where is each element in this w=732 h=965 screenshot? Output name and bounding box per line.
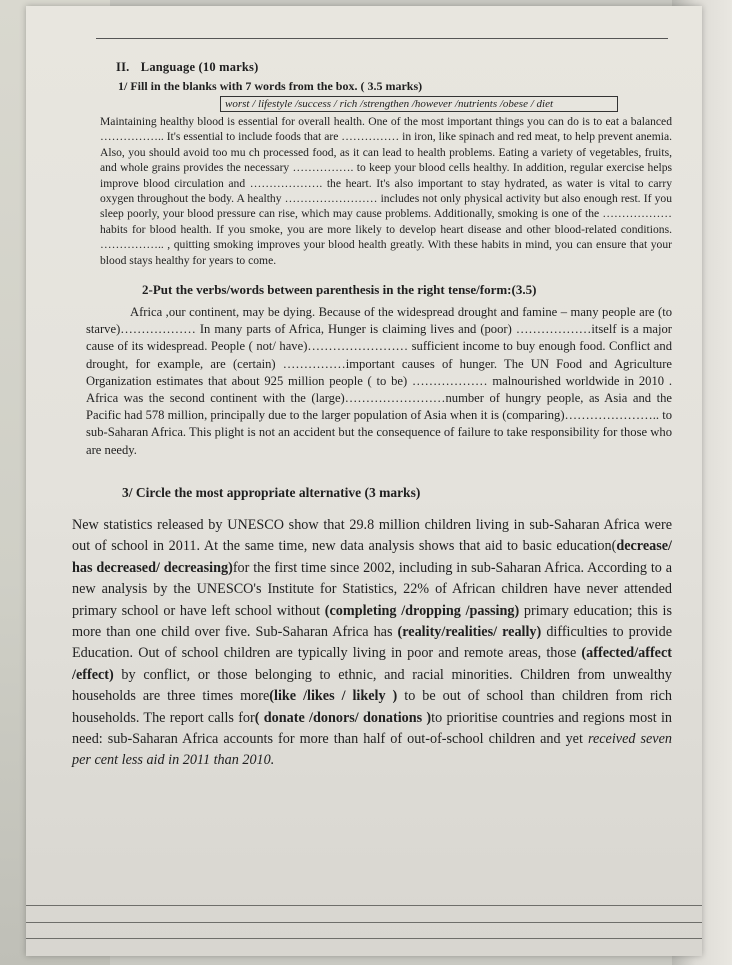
q3-paragraph: [72, 515, 672, 772]
q3-option-2: (completing /dropping /passing): [324, 602, 520, 619]
q3-option-3: (reality/realities/ really): [397, 623, 542, 640]
q3-text-2: for the first time since 2002, including in sub-Saharan Africa. According to a new analysis by the UNESCO's Institute for Statistics, 22% of African children have never attended primary school or have left school without: [72, 559, 672, 619]
q3-title: 3/ Circle the most appropriate alternative (3 marks): [122, 484, 421, 500]
q3-text-3: primary education; this is more than one child over five. Sub-Saharan Africa has: [72, 602, 672, 640]
q3-text-italic: received seven per cent less aid in 2011 than 2010.: [72, 730, 672, 769]
q3-text-4: difficulties to provide Education. Out of school children are typically living in poor and remote areas, those: [72, 623, 672, 662]
word-box: worst / lifestyle /success / rich /strengthen /however /nutrients /obese / diet: [220, 96, 618, 112]
q3-text-5: by conflict, or those belonging to ethnic, and racial minorities. Children from unwealthy households are three times more: [72, 666, 672, 705]
q1-title: 1/ Fill in the blanks with 7 words from the box. ( 3.5 marks): [118, 79, 423, 93]
q3-option-5: (like /likes / likely ): [269, 688, 398, 705]
q3-text-6: to be out of school than children from rich households. The report calls for: [72, 688, 673, 726]
q3-text-1: New statistics released by UNESCO show that 29.8 million children living in sub-Saharan Africa were out of school in 2011. At the same time, new data analysis shows that aid to basic education(: [72, 516, 672, 555]
q2-title: 2-Put the verbs/words between parenthesis in the right tense/form:(3.5): [142, 282, 537, 298]
bottom-rule-3: [26, 938, 702, 939]
q2-paragraph: Africa ,our continent, may be dying. Because of the widespread drought and famine – many people are (to starve)……………… In many parts of Africa, Hunger is claiming lives and (poor) ………………itself is a major cause of its widespread. People ( not/ have)…………………… sufficient income to buy enough food. Conflict and drought, for example, are (certain) ……………important causes of hunger. The UN Food and Agriculture Organization estimates that about 925 million people ( to be) ……………… malnourished worldwide in 2010 . Africa was the second continent with the (large)……………………number of hungry people, as Asia and the Pacific had 578 million, principally due to the larger population of Asia when it is (comparing)………………….. to sub-Saharan Africa. This plight is not an accident but the consequence of failure to take responsibility for those who are needy.: [86, 305, 672, 457]
top-rule: [96, 38, 668, 39]
exam-content: [72, 60, 672, 772]
q1-paragraph: Maintaining healthy blood is essential for overall health. One of the most important things you can do is to eat a balanced …………….. It's essential to include foods that are …………… in iron, like spinach and red meat, to help prevent anemia. Also, you should avoid too mu ch processed food, as it can lead to health problems. Eating a variety of vegetables, fruits, and whole grains provides the necessary ……………. to keep your blood cells healthy. In addition, regular exercise helps improve blood circulation and ………………. the heart. It's also important to stay hydrated, as water is vital to carry oxygen throughout the body. A healthy …………………… includes not only physical activity but also enough rest. If you sleep poorly, your blood pressure can rise, which may cause problems. Additionally, smoking is one of the ……………… habits for blood health. If you smoke, you are more likely to develop heart disease and other blood-related conditions. …………….. , quitting smoking improves your blood health greatly. With these habits in mind, you can ensure that your blood stays healthy for years to come.: [100, 115, 672, 267]
section-title-text: Language (10 marks): [140, 60, 259, 74]
q3-text-7: to prioritise countries and regions most in need: sub-Saharan Africa accounts for more than half of out-of-school children and yet: [72, 709, 673, 747]
q3-option-1: decrease/ has decreased/ decreasing): [72, 538, 672, 576]
q3-option-6: ( donate /donors/ donations ): [254, 709, 432, 726]
section-title: [116, 60, 672, 75]
bottom-rule-2: [26, 922, 702, 923]
bottom-rule-1: [26, 905, 702, 906]
section-number: II.: [116, 60, 130, 74]
q3-option-4: (affected/affect /effect): [72, 645, 672, 683]
